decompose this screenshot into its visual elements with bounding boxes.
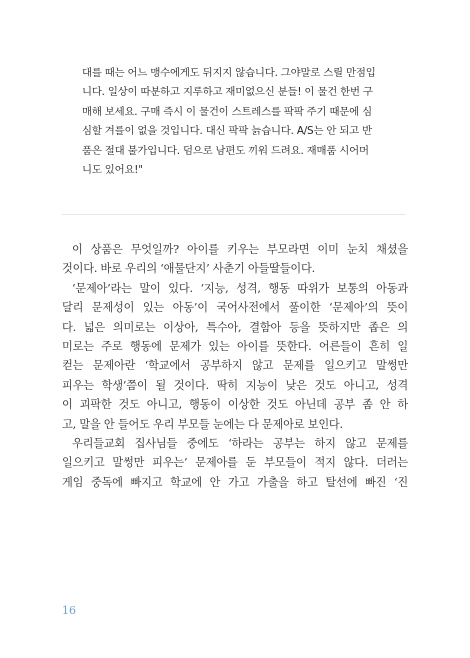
quote-line: 니도 있어요!" xyxy=(82,164,143,177)
text-line: ‘문제아’라는 말이 있다. ‘지능, 성격, 행동 따위가 보통의 아동과 xyxy=(72,281,408,295)
text-line: 이 괴팍한 것도 아니고, 행동이 이상한 것도 아닌데 공부 좀 안 하 xyxy=(62,398,408,412)
text-line: 일으키고 말썽만 피우는’ 문제아를 둔 부모들이 적지 않다. 더러는 xyxy=(62,456,408,470)
text-line: 컫는 문제아란 ‘학교에서 공부하지 않고 문제를 일으키고 말썽만 xyxy=(62,359,408,373)
quote-line: 품은 절대 불가입니다. 덤으로 남편도 끼워 드려요. 재매품 시어머 xyxy=(82,144,369,157)
text-line: 다. 넓은 의미로는 이상아, 특수아, 결함아 등을 뜻하지만 좁은 의 xyxy=(62,320,408,334)
text-line: 우리들교회 집사님들 중에도 ‘하라는 공부는 하지 않고 문제를 xyxy=(72,437,408,451)
quote-line: 니다. 일상이 따분하고 지루하고 재미없으신 분들! 이 물건 한번 구 xyxy=(82,86,373,99)
quote-block xyxy=(82,64,402,180)
text-line: 피우는 학생’쯤이 될 것이다. 딱히 지능이 낮은 것도 아니고, 성격 xyxy=(62,378,408,392)
page-number: 16 xyxy=(62,604,76,617)
text-line: 달리 문제성이 있는 아동’이 국어사전에서 풀이한 ‘문제아’의 뜻이 xyxy=(62,301,408,315)
paragraph xyxy=(62,240,408,279)
text-line: 것이다. 바로 우리의 ‘애물단지’ 사춘기 아들딸들이다. xyxy=(62,262,315,276)
text-line: 미로는 주로 행동에 문제가 있는 아이를 뜻한다. 어른들이 흔히 일 xyxy=(62,340,408,354)
quote-line: 매해 보세요. 구매 즉시 이 물건이 스트레스를 팍팍 주기 때문에 심 xyxy=(82,105,372,118)
body-text xyxy=(62,240,408,492)
paragraph xyxy=(62,434,408,492)
quote-line: 대를 때는 어느 맹수에게도 뒤지지 않습니다. 그야말로 스릴 만점입 xyxy=(82,67,376,79)
text-line: 게임 중독에 빠지고 학교에 안 가고 가출을 하고 탈선에 빠진 ‘진 xyxy=(62,475,408,489)
paragraph xyxy=(62,279,408,434)
quote-line: 심할 겨를이 없을 것입니다. 대신 팍팍 늙습니다. A/S는 안 되고 반 xyxy=(82,125,372,138)
divider xyxy=(62,214,406,215)
text-line: 이 상품은 무엇일까? 아이를 키우는 부모라면 이미 눈치 채셨을 xyxy=(72,243,408,256)
text-line: 고, 말을 안 들어도 우리 부모들 눈에는 다 문제아로 보인다. xyxy=(62,417,343,431)
